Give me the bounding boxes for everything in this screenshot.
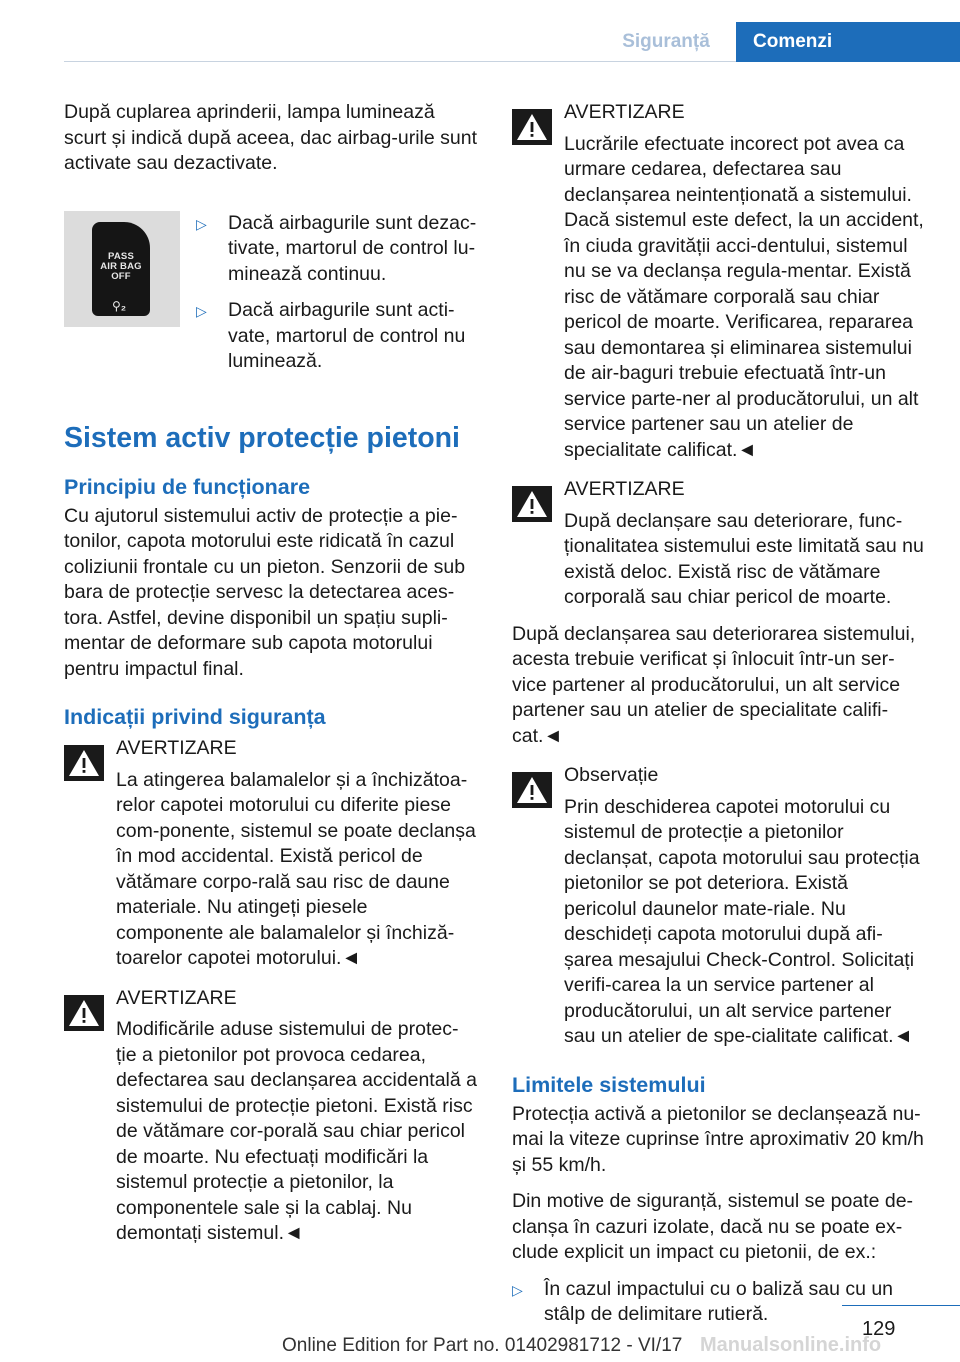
warning-title: AVERTIZARE bbox=[116, 986, 237, 1009]
right-column bbox=[512, 100, 926, 1339]
page-number-rule bbox=[842, 1305, 960, 1306]
warning-triangle-icon bbox=[64, 994, 116, 1032]
airbag-switch-icon bbox=[92, 222, 150, 316]
airbag-indicator-image bbox=[64, 211, 180, 327]
triangle-right-icon: ▷ bbox=[512, 1281, 523, 1298]
edition-footer: Online Edition for Part no. 01402981712 - VI/17 bbox=[282, 1335, 683, 1356]
limits-paragraph: Protecția activă a pietonilor se declanșează nu‐mai la viteze cuprinse între aproximativ 20 km/h și 55 km/h. bbox=[512, 1102, 924, 1176]
triangle-right-icon: ▷ bbox=[196, 215, 207, 232]
list-item bbox=[196, 298, 478, 375]
limits-paragraph: Din motive de siguranță, sistemul se poate de‐clanșa în cazuri izolate, dacă nu se poate ex‐clude explicit un impact cu pietonii, de ex.: bbox=[512, 1190, 914, 1263]
note-text: Prin deschiderea capotei motorului cu sistemul de protecție a pietonilor declanșat, capota motorului sau protecția pietonilor se pot deteriora. Există pericolul daunelor mate‐riale. Nu deschideți capota motorului după afi‐șarea mesajului Check-Control. Solicitați verifi‐carea la un service partener al producătorului, un alt service partener sau un atelier de spe‐cialitate calificat.◄ bbox=[564, 795, 920, 1047]
triangle-right-icon: ▷ bbox=[196, 303, 207, 319]
airbag-row bbox=[64, 211, 478, 386]
airbag-image-label: PASS AIR BAG OFF bbox=[100, 250, 142, 282]
airbag-bullets bbox=[196, 211, 478, 386]
page-number: 129 bbox=[862, 1318, 896, 1340]
watermark: Manualsonline.info bbox=[700, 1334, 882, 1356]
list-item-text: În cazul impactului cu o baliză sau cu un stâlp de delimitare rutieră. bbox=[544, 1277, 894, 1325]
warning-triangle-icon bbox=[512, 108, 564, 146]
list-item-text: Dacă airbagurile sunt acti‐vate, martorul de control nu luminează. bbox=[228, 299, 466, 372]
after-warning-paragraph: După declanșarea sau deteriorarea sistemului, acesta trebuie verificat și înlocuit într-un ser‐vice partener al producătorului, un alt service partener sau un atelier de specialitate califi‐cat.◄ bbox=[512, 622, 916, 747]
warning-title: AVERTIZARE bbox=[116, 737, 237, 759]
limits-heading: Limitele sistemului bbox=[512, 1072, 706, 1097]
warning-title: AVERTIZARE bbox=[564, 478, 685, 500]
tab-comenzi[interactable]: Comenzi bbox=[736, 22, 960, 62]
warning-text: La atingerea balamalelor și a închizătoa‐relor capotei motorului cu diferite piese com‐ponente, sistemul se poate declanșa în mod accidental. Există pericol de vătămare corpo‐rală sau risc de daune materiale. Nu atingeți piesele componente ale balamalelor și închiză‐toarelor capotei motorului.◄ bbox=[116, 768, 476, 969]
warning-text: Lucrările efectuate incorect pot avea ca urmare cedarea, defectarea sau declanșarea neintenționată a sistemului. Dacă sistemul este defect, la un accident, în ciuda gravității acci‐dentului, sistemul nu se va declanșa regula‐mentar. Există risc de vătămare corporală sau chiar pericol de moarte. Verificarea, repararea sau demontarea și eliminarea sistemului de air‐baguri trebuie efectuată într-un service parte‐ner al producătorului, un alt service partener sau un atelier de specialitate calificat.◄ bbox=[564, 132, 924, 461]
intro-paragraph: După cuplarea aprinderii, lampa luminează scurt și indică după aceea, dac airbag-urile sunt activate sau dezactivate. bbox=[64, 101, 477, 174]
warning-block bbox=[64, 986, 478, 1247]
principle-heading: Principiu de funcționare bbox=[64, 474, 311, 499]
principle-text: Cu ajutorul sistemului activ de protecție a pie‐tonilor, capota motorului este ridicată în cazul coliziunii frontale cu un pieton. Senzorii de sub bara de protecție servesc la detectarea aces‐tora. Astfel, devine disponibil un spațiu supli‐mentar de deformare sub capota motorului pentru impactul final. bbox=[64, 504, 466, 680]
warning-block bbox=[512, 477, 926, 611]
warning-triangle-icon bbox=[512, 485, 564, 523]
left-column bbox=[64, 100, 478, 1258]
passenger-seat-icon: ⚲₂ bbox=[112, 298, 127, 313]
list-item bbox=[196, 211, 478, 288]
list-item-text: Dacă airbagurile sunt dezac‐tivate, martorul de control lu‐minează continuu. bbox=[228, 211, 477, 285]
note-title: Observație bbox=[564, 764, 659, 786]
warning-text: După declanșare sau deteriorare, func‐ționalitatea sistemului este limitată sau nu există deloc. Există risc de vătămare corporală sau chiar pericol de moarte. bbox=[564, 509, 924, 608]
warning-text: Modificările aduse sistemului de protec‐ție a pietonilor pot provoca cedarea, defectarea sau declanșarea accidentală a sistemului de protecție pietoni. Există risc de vătămare cor‐porală sau chiar pericol de moarte. Nu efectuați modificări la sistemul protecție a pietonilor, la componentele sale și la cablaj. Nu demontați sistemul.◄ bbox=[116, 1018, 477, 1244]
section-title: Sistem activ protecție pietoni bbox=[64, 421, 460, 454]
warning-triangle-icon bbox=[512, 771, 564, 809]
tab-siguranta[interactable]: Siguranță bbox=[622, 31, 710, 52]
warning-block bbox=[64, 736, 478, 972]
warning-title: AVERTIZARE bbox=[564, 101, 685, 123]
warning-triangle-icon bbox=[64, 744, 116, 782]
safety-heading: Indicații privind siguranța bbox=[64, 705, 326, 729]
warning-block bbox=[512, 100, 926, 463]
note-block bbox=[512, 763, 926, 1050]
